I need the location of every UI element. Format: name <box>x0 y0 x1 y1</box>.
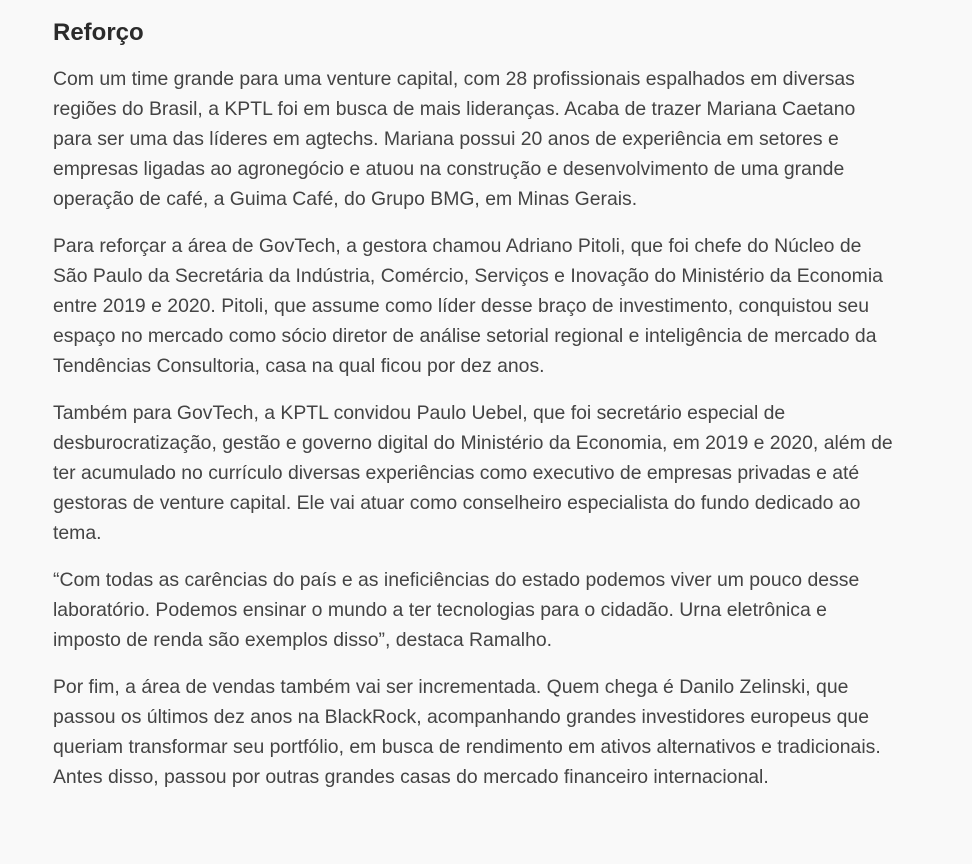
section-heading: Reforço <box>53 19 144 46</box>
paragraph-paulo-uebel: Também para GovTech, a KPTL convidou Paulo Uebel, que foi secretário especial de desburocratização, gestão e governo digital do Ministério da Economia, em 2019 e 2020, além de ter acumulado no currículo diversas experiências como executivo de empresas privadas e até gestoras de venture capital. Ele vai atuar como conselheiro especialista do fundo dedicado ao tema. <box>53 402 893 544</box>
paragraph-adriano-pitoli: Para reforçar a área de GovTech, a gestora chamou Adriano Pitoli, que foi chefe do Núcleo de São Paulo da Secretária da Indústria, Comércio, Serviços e Inovação do Ministério da Economia entre 2019 e 2020. Pitoli, que assume como líder desse braço de investimento, conquistou seu espaço no mercado como sócio diretor de análise setorial regional e inteligência de mercado da Tendências Consultoria, casa na qual ficou por dez anos. <box>53 235 883 377</box>
paragraph-ramalho-quote: “Com todas as carências do país e as ineficiências do estado podemos viver um pouco desse laboratório. Podemos ensinar o mundo a ter tecnologias para o cidadão. Urna eletrônica e imposto de renda são exemplos disso”, destaca Ramalho. <box>53 569 860 651</box>
paragraph-danilo-zelinski: Por fim, a área de vendas também vai ser incrementada. Quem chega é Danilo Zelinski, que passou os últimos dez anos na BlackRock, acompanhando grandes investidores europeus que queriam transformar seu portfólio, em busca de rendimento em ativos alternativos e tradicionais. Antes disso, passou por outras grandes casas do mercado financeiro internacional. <box>53 676 881 788</box>
paragraph-mariana-caetano: Com um time grande para uma venture capital, com 28 profissionais espalhados em diversas regiões do Brasil, a KPTL foi em busca de mais lideranças. Acaba de trazer Mariana Caetano para ser uma das líderes em agtechs. Mariana possui 20 anos de experiência em setores e empresas ligadas ao agronegócio e atuou na construção e desenvolvimento de uma grande operação de café, a Guima Café, do Grupo BMG, em Minas Gerais. <box>53 68 856 210</box>
